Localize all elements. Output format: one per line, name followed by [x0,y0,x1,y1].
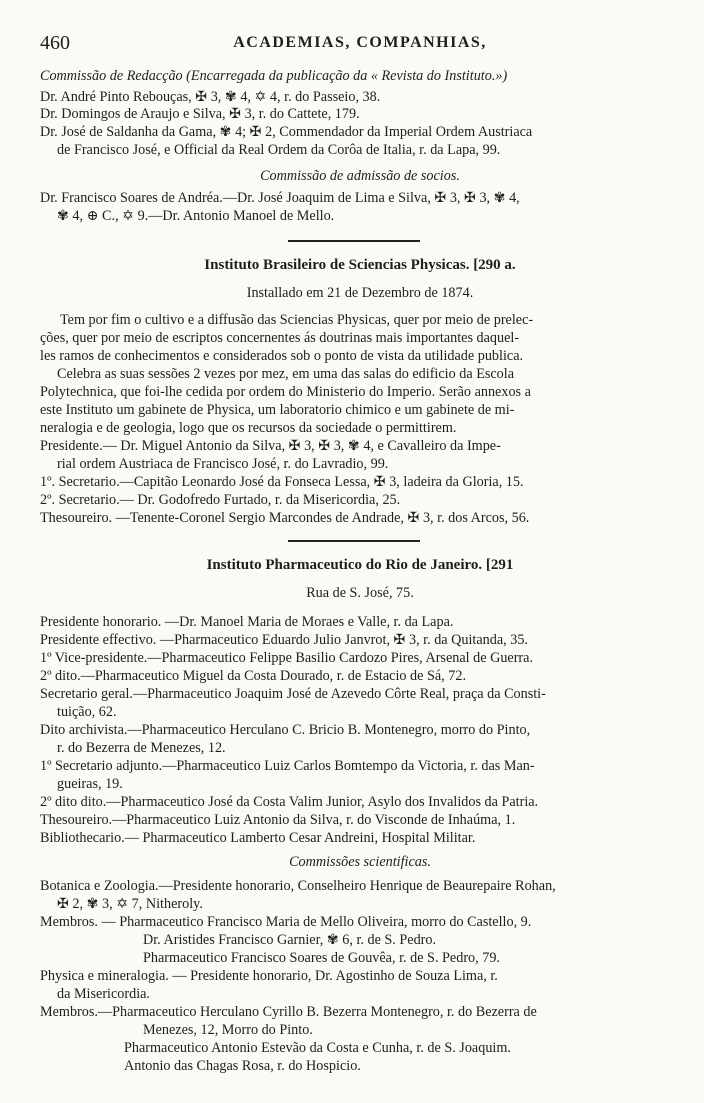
text-line: Dr. Domingos de Araujo e Silva, ✠ 3, r. do Cattete, 179. [40,106,360,122]
text-line: Menezes, 12, Morro do Pinto. [143,1022,313,1038]
text-line: Dr. Francisco Soares de Andréa.—Dr. José Joaquim de Lima e Silva, ✠ 3, ✠ 3, ✾ 4, [40,190,520,206]
text-line: Bibliothecario.— Pharmaceutico Lamberto Cesar Andreini, Hospital Militar. [40,830,476,846]
text-line: Botanica e Zoologia.—Presidente honorario, Conselheiro Henrique de Beaurepaire Rohan, [40,878,556,894]
text-line: de Francisco José, e Official da Real Ordem da Corôa de Italia, r. da Lapa, 99. [57,142,501,158]
commission-redaction-heading: Commissão de Redacção (Encarregada da publicação da « Revista do Instituto.») [40,68,508,84]
text-line: Thesoureiro.—Pharmaceutico Luiz Antonio da Silva, r. do Visconde de Inhaúma, 1. [40,812,516,828]
text-line: Pharmaceutico Antonio Estevão da Costa e Cunha, r. de S. Joaquim. [124,1040,511,1056]
text-line: tuição, 62. [57,704,117,720]
text-line: Dr. André Pinto Rebouças, ✠ 3, ✾ 4, ✡ 4, r. do Passeio, 38. [40,89,381,105]
section-divider [288,540,420,542]
text-line: Antonio das Chagas Rosa, r. do Hospicio. [124,1058,361,1074]
text-line: Dr. Aristides Francisco Garnier, ✾ 6, r. de S. Pedro. [143,932,437,948]
section-divider [288,240,420,242]
text-line: Membros. — Pharmaceutico Francisco Maria de Mello Oliveira, morro do Castello, 9. [40,914,532,930]
commission-admission-heading: Commissão de admissão de socios. [260,168,460,184]
text-line: Thesoureiro. —Tenente-Coronel Sergio Marcondes de Andrade, ✠ 3, r. dos Arcos, 56. [40,510,530,526]
text-line: 1º Vice-presidente.—Pharmaceutico Felippe Basilio Cardozo Pires, Arsenal de Guerra. [40,650,534,666]
text-line: Dr. José de Saldanha da Gama, ✾ 4; ✠ 2, Commendador da Imperial Ordem Austriaca [40,124,533,140]
section-subheading: Installado em 21 de Dezembro de 1874. [246,285,474,301]
text-line: r. do Bezerra de Menezes, 12. [57,740,226,756]
text-line: Presidente effectivo. —Pharmaceutico Eduardo Julio Janvrot, ✠ 3, r. da Quitanda, 35. [40,632,528,648]
section-subheading: Rua de S. José, 75. [306,585,414,601]
text-line: Presidente honorario. —Dr. Manoel Maria de Moraes e Valle, r. da Lapa. [40,614,454,630]
text-line: Celebra as suas sessões 2 vezes por mez, em uma das salas do edificio da Escola [57,366,515,382]
text-line: este Instituto um gabinete de Physica, um laboratorio chimico e um gabinete de mi- [40,402,515,418]
commissions-heading: Commissões scientificas. [289,854,431,870]
text-line: Dito archivista.—Pharmaceutico Herculano C. Bricio B. Montenegro, morro do Pinto, [40,722,531,738]
text-line: gueiras, 19. [57,776,123,792]
text-line: les ramos de conhecimentos e considerados sob o ponto de vista da utilidade publica. [40,348,524,364]
text-line: Pharmaceutico Francisco Soares de Gouvêa, r. de S. Pedro, 79. [143,950,500,966]
header-title: ACADEMIAS, COMPANHIAS, [233,34,487,51]
section-heading-instituto-brasileiro: Instituto Brasileiro de Sciencias Physicas. [290 a. [204,257,516,273]
text-line: Membros.—Pharmaceutico Herculano Cyrillo B. Bezerra Montenegro, r. do Bezerra de [40,1004,537,1020]
text-line: Presidente.— Dr. Miguel Antonio da Silva, ✠ 3, ✠ 3, ✾ 4, e Cavalleiro da Impe- [40,438,501,454]
text-line: ✠ 2, ✾ 3, ✡ 7, Nitheroly. [57,896,203,912]
text-line: ✾ 4, ⊕ C., ✡ 9.—Dr. Antonio Manoel de Mello. [57,208,335,224]
text-line: 1º. Secretario.—Capitão Leonardo José da Fonseca Lessa, ✠ 3, ladeira da Gloria, 15. [40,474,524,490]
text-line: Tem por fim o cultivo e a diffusão das Sciencias Physicas, quer por meio de prelec- [60,312,534,328]
text-line: ções, quer por meio de escriptos concernentes ás doutrinas mais importantes daquel- [40,330,520,346]
text-line: neralogia e de geologia, logo que os recursos da sociedade o permittirem. [40,420,457,436]
text-line: 1º Secretario adjunto.—Pharmaceutico Luiz Carlos Bomtempo da Victoria, r. das Man- [40,758,535,774]
text-line: 2º dito.—Pharmaceutico Miguel da Costa Dourado, r. de Estacio de Sá, 72. [40,668,466,684]
text-line: Secretario geral.—Pharmaceutico Joaquim José de Azevedo Côrte Real, praça da Consti- [40,686,546,702]
text-line: 2º. Secretario.— Dr. Godofredo Furtado, r. da Misericordia, 25. [40,492,401,508]
page-number: 460 [40,32,70,54]
text-line: rial ordem Austriaca de Francisco José, r. do Lavradio, 99. [57,456,389,472]
text-line: 2º dito dito.—Pharmaceutico José da Costa Valim Junior, Asylo dos Invalidos da Patria. [40,794,539,810]
text-line: Physica e mineralogia. — Presidente honorario, Dr. Agostinho de Souza Lima, r. [40,968,498,984]
running-header [40,32,680,54]
text-line: Polytechnica, que foi-lhe cedida por ordem do Ministerio do Imperio. Serão annexos a [40,384,531,400]
text-line: da Misericordia. [57,986,150,1002]
section-heading-instituto-pharmaceutico: Instituto Pharmaceutico do Rio de Janeiro. [291 [206,557,514,573]
